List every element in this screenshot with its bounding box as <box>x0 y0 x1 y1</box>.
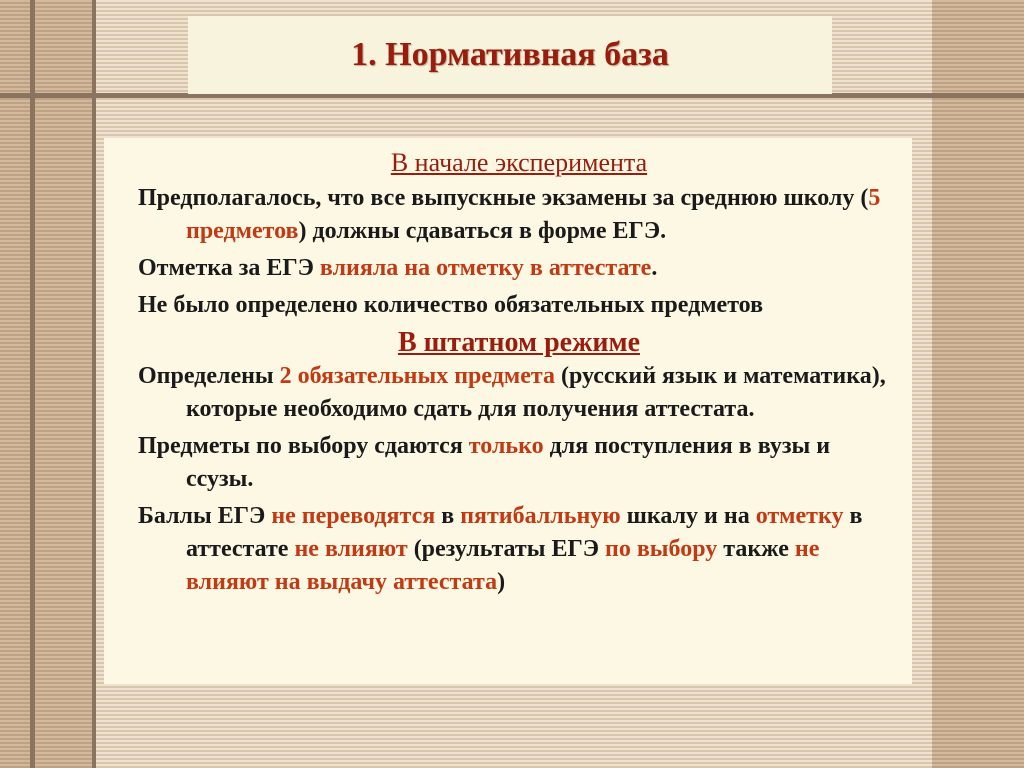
paragraph-mandatory-subjects: Определены 2 обязательных предмета (русский язык и математика), которые необходимо сдать для получения аттестата. <box>138 363 886 422</box>
decor-vertical-line <box>30 0 35 768</box>
paragraph-scores: Баллы ЕГЭ не переводятся в пятибалльную шкалу и на отметку в аттестате не влияют (результаты ЕГЭ по выбору также не влияют на выдачу аттестата) <box>138 503 863 595</box>
title-box <box>188 16 832 94</box>
content-panel <box>104 138 912 684</box>
section-heading-start: В начале эксперимента <box>390 148 648 177</box>
left-decor-strip <box>0 0 92 768</box>
right-decor-strip <box>932 0 1024 768</box>
paragraph-elective-subjects: Предметы по выбору сдаются только для поступления в вузы и ссузы. <box>138 433 831 492</box>
paragraph-grade-influence: Отметка за ЕГЭ влияла на отметку в аттестате. <box>138 255 658 281</box>
paragraph-all-exams: Предполагалось, что все выпускные экзамены за среднюю школу (5 предметов) должны сдаваться в форме ЕГЭ. <box>138 185 881 244</box>
paragraph-subjects-undefined: Не было определено количество обязательных предметов <box>138 292 764 318</box>
slide-title: 1. Нормативная база <box>351 36 669 73</box>
section-heading-regular: В штатном режиме <box>397 327 641 358</box>
decor-vertical-line <box>92 0 96 768</box>
